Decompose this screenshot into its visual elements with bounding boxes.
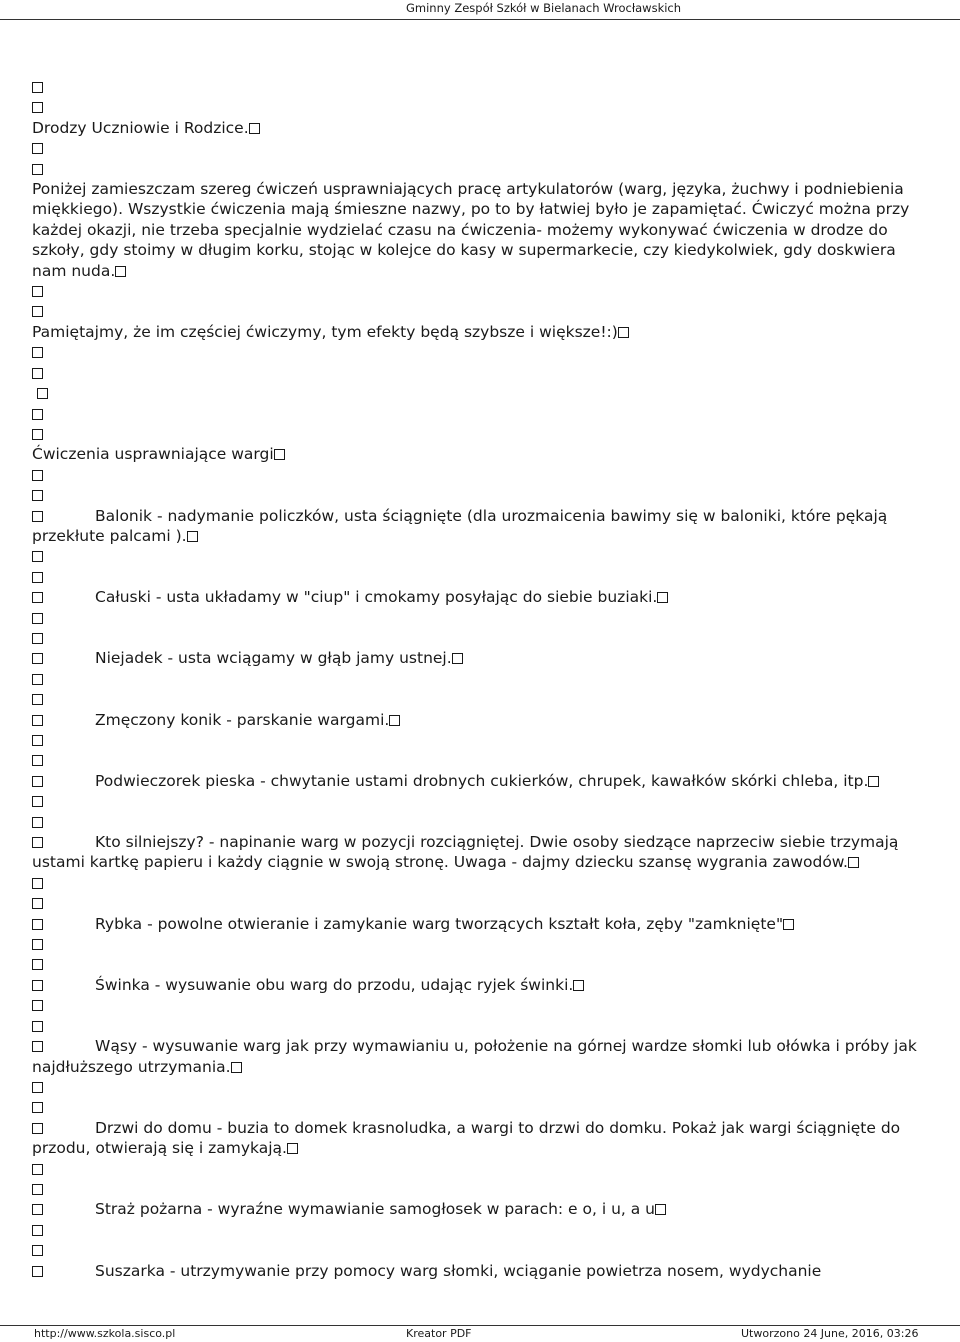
missing-glyph-icon [32, 572, 43, 583]
placeholder-line [32, 342, 932, 362]
greeting: Drodzy Uczniowie i Rodzice. [32, 118, 932, 138]
placeholder-line [32, 301, 932, 321]
missing-glyph-icon [32, 694, 43, 705]
footer-url: http://www.szkola.sisco.pl [34, 1327, 176, 1340]
missing-glyph-icon [32, 1204, 43, 1215]
exercise-item: Rybka - powolne otwieranie i zamykanie warg tworzących kształt koła, zęby "zamknięte" [32, 914, 932, 934]
exercise-item: Straż pożarna - wyraźne wymawianie samogłosek w parach: e o, i u, a u [32, 1199, 932, 1219]
placeholder-line [32, 363, 932, 383]
page-footer [0, 1325, 960, 1342]
missing-glyph-icon [32, 715, 43, 726]
reminder-paragraph: Pamiętajmy, że im częściej ćwiczymy, tym efekty będą szybsze i większe!:) [32, 322, 932, 342]
missing-glyph-icon [32, 1164, 43, 1175]
placeholder-line [32, 1220, 932, 1240]
missing-glyph-icon [32, 1102, 43, 1113]
missing-glyph-icon [32, 1225, 43, 1236]
placeholder-line [32, 1077, 932, 1097]
missing-glyph-icon [573, 980, 584, 991]
exercise-item: Drzwi do domu - buzia to domek krasnoludka, a wargi to drzwi do domku. Pokaż jak wargi ściągnięte do przodu, otwierają się i zamykają. [32, 1118, 906, 1158]
placeholder-line [32, 730, 932, 750]
placeholder-line [32, 1240, 932, 1260]
missing-glyph-icon [32, 837, 43, 848]
placeholder-line [32, 1016, 932, 1036]
missing-glyph-icon [32, 164, 43, 175]
missing-glyph-icon [37, 388, 48, 399]
placeholder-line [32, 791, 932, 811]
missing-glyph-icon [32, 613, 43, 624]
missing-glyph-icon [32, 898, 43, 909]
exercise-item: Całuski - usta układamy w "ciup" i cmokamy posyłając do siebie buziaki. [32, 587, 932, 607]
placeholder-line [32, 873, 932, 893]
placeholder-line [32, 465, 932, 485]
placeholder-line [32, 812, 932, 832]
missing-glyph-icon [32, 878, 43, 889]
missing-glyph-icon [783, 919, 794, 930]
placeholder-line [32, 1179, 932, 1199]
placeholder-line [32, 77, 932, 97]
missing-glyph-icon [32, 939, 43, 950]
missing-glyph-icon [287, 1143, 298, 1154]
placeholder-line [32, 750, 932, 770]
missing-glyph-icon [32, 592, 43, 603]
placeholder-line [32, 628, 932, 648]
missing-glyph-icon [32, 919, 43, 930]
placeholder-line [32, 995, 932, 1015]
missing-glyph-icon [32, 102, 43, 113]
placeholder-line [32, 1097, 932, 1117]
placeholder-line [32, 159, 932, 179]
missing-glyph-icon [618, 327, 629, 338]
missing-glyph-icon [32, 633, 43, 644]
missing-glyph-icon [32, 980, 43, 991]
exercise-item: Niejadek - usta wciągamy w głąb jamy ustnej. [32, 648, 932, 668]
missing-glyph-icon [657, 592, 668, 603]
placeholder-line [32, 689, 932, 709]
missing-glyph-icon [32, 817, 43, 828]
placeholder-line [32, 404, 932, 424]
missing-glyph-icon [32, 429, 43, 440]
missing-glyph-icon [32, 1082, 43, 1093]
placeholder-line [32, 1159, 932, 1179]
placeholder-line [32, 138, 932, 158]
missing-glyph-icon [32, 1123, 43, 1134]
missing-glyph-icon [32, 1266, 43, 1277]
missing-glyph-icon [32, 409, 43, 420]
exercise-item: Podwieczorek pieska - chwytanie ustami drobnych cukierków, chrupek, kawałków skórki chleba, itp. [32, 771, 932, 791]
missing-glyph-icon [187, 531, 198, 542]
missing-glyph-icon [452, 653, 463, 664]
missing-glyph-icon [32, 1245, 43, 1256]
missing-glyph-icon [32, 755, 43, 766]
header-title: Gminny Zespół Szkół w Bielanach Wrocławskich [406, 1, 682, 15]
exercise-item: Świnka - wysuwanie obu warg do przodu, udając ryjek świnki. [32, 975, 932, 995]
exercise-item: Zmęczony konik - parskanie wargami. [32, 710, 932, 730]
missing-glyph-icon [32, 143, 43, 154]
missing-glyph-icon [274, 449, 285, 460]
missing-glyph-icon [32, 735, 43, 746]
page-header [0, 0, 960, 20]
placeholder-line [32, 954, 932, 974]
missing-glyph-icon [32, 1184, 43, 1195]
missing-glyph-icon [249, 123, 260, 134]
missing-glyph-icon [32, 511, 43, 522]
missing-glyph-icon [32, 470, 43, 481]
missing-glyph-icon [32, 551, 43, 562]
section-title: Ćwiczenia usprawniające wargi [32, 444, 932, 464]
missing-glyph-icon [32, 368, 43, 379]
missing-glyph-icon [32, 653, 43, 664]
exercise-item: Kto silniejszy? - napinanie warg w pozycji rozciągniętej. Dwie osoby siedzące naprzeciw siebie trzymają ustami kartkę papieru i każdy ciągnie w swoją stronę. Uwaga - dajmy dziecku szansę wygrania zawodów. [32, 833, 904, 872]
missing-glyph-icon [32, 306, 43, 317]
placeholder-line [32, 424, 932, 444]
document-body [32, 77, 932, 1281]
placeholder-line [32, 383, 932, 403]
placeholder-line [32, 934, 932, 954]
missing-glyph-icon [848, 857, 859, 868]
missing-glyph-icon [32, 347, 43, 358]
missing-glyph-icon [655, 1204, 666, 1215]
intro-paragraph: Poniżej zamieszczam szereg ćwiczeń usprawniających pracę artykulatorów (warg, języka, żuchwy i podniebienia miękkiego). Wszystkie ćwiczenia mają śmieszne nazwy, po to by łatwiej było je zapamiętać. Ćwiczyć można przy każdej okazji, nie trzeba specjalnie wydzielać czasu na ćwiczenia- możemy wykonywać ćwiczenia w drodze do szkoły, gdy stoimy w długim korku, stojąc w kolejce do kasy w supermarkecie, czy kiedykolwiek, gdy doskwiera nam nuda. [32, 180, 915, 280]
missing-glyph-icon [32, 286, 43, 297]
footer-generator: Kreator PDF [406, 1327, 472, 1340]
exercise-item: Balonik - nadymanie policzków, usta ściągnięte (dla urozmaicenia bawimy się w baloniki, które pękają przekłute palcami ). [32, 506, 893, 545]
placeholder-line [32, 485, 932, 505]
missing-glyph-icon [389, 715, 400, 726]
footer-created: Utworzono 24 June, 2016, 03:26 [741, 1327, 919, 1340]
missing-glyph-icon [32, 796, 43, 807]
missing-glyph-icon [32, 959, 43, 970]
missing-glyph-icon [32, 1021, 43, 1032]
missing-glyph-icon [32, 82, 43, 93]
missing-glyph-icon [32, 674, 43, 685]
placeholder-line [32, 669, 932, 689]
exercise-item: Suszarka - utrzymywanie przy pomocy warg słomki, wciąganie powietrza nosem, wydychanie [32, 1261, 932, 1281]
placeholder-line [32, 567, 932, 587]
missing-glyph-icon [868, 776, 879, 787]
exercise-item: Wąsy - wysuwanie warg jak przy wymawianiu u, położenie na górnej wardze słomki lub ołówka i próby jak najdłuższego utrzymania. [32, 1037, 922, 1076]
placeholder-line [32, 608, 932, 628]
missing-glyph-icon [32, 490, 43, 501]
missing-glyph-icon [231, 1062, 242, 1073]
missing-glyph-icon [32, 776, 43, 787]
placeholder-line [32, 893, 932, 913]
placeholder-line [32, 546, 932, 566]
missing-glyph-icon [32, 1000, 43, 1011]
missing-glyph-icon [32, 1041, 43, 1052]
placeholder-line [32, 97, 932, 117]
missing-glyph-icon [115, 266, 126, 277]
placeholder-line [32, 281, 932, 301]
